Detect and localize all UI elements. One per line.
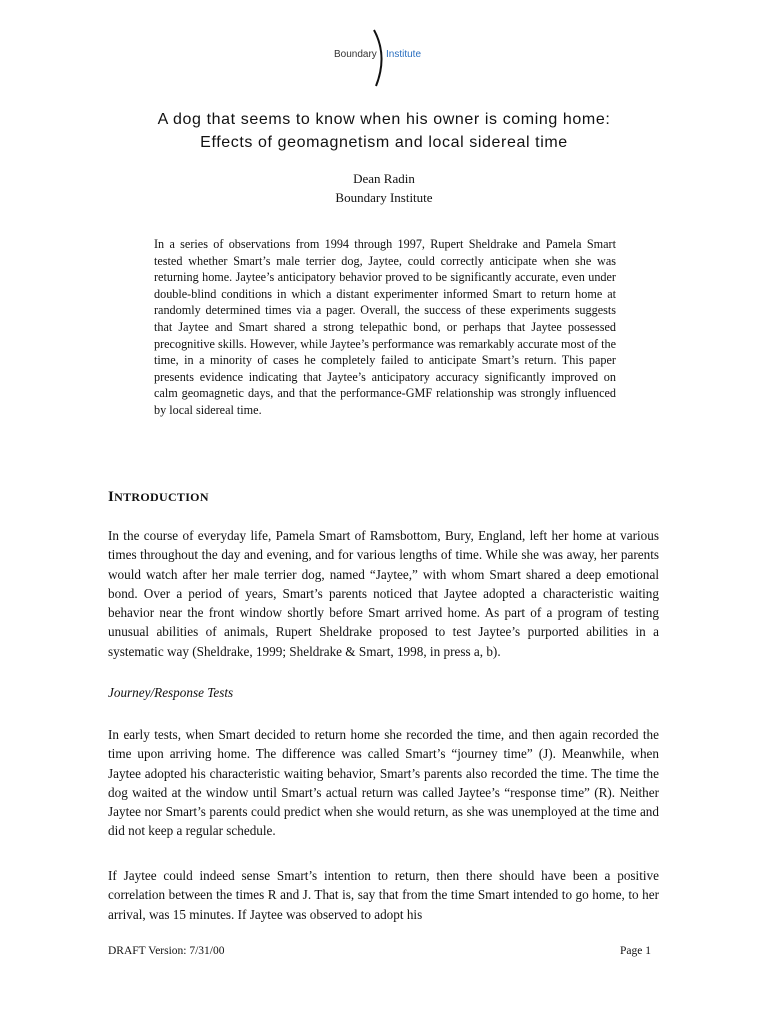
subheading-journey-response: Journey/Response Tests [108, 685, 234, 700]
boundary-institute-logo [330, 28, 440, 88]
heading-rest: NTRODUCTION [114, 490, 209, 504]
body-paragraph-2: In early tests, when Smart decided to return home she recorded the time, and then again recorded the time upon arriving home. The difference was called Smart’s “journey time” (J). Meanwhile, when Jaytee adopted his characteristic waiting behavior, Smart’s parents also recorded the time. The time the dog waited at the window until Smart’s actual return was called Jaytee’s “response time” (R). Neither Jaytee nor Smart’s parents could predict when she would return, as she was unemployed at the time and did not keep a regular schedule. [108, 727, 659, 839]
author-name: Dean Radin [353, 171, 415, 186]
footer-version: DRAFT Version: 7/31/00 [108, 945, 225, 957]
paper-title-line-1: A dog that seems to know when his owner is coming home: [157, 111, 611, 128]
footer-page-number: Page 1 [620, 945, 651, 957]
paper-title-line-2: Effects of geomagnetism and local sidereal time [200, 134, 568, 151]
section-heading-introduction [108, 489, 209, 506]
logo-word-boundary: Boundary [334, 49, 377, 60]
body-paragraph-3: If Jaytee could indeed sense Smart’s intention to return, then there should have been a positive correlation between the times R and J. That is, say that from the time Smart intended to go home, to her arrival, was 15 minutes. If Jaytee was observed to adopt his [108, 868, 659, 922]
heading-first-letter: I [108, 489, 115, 505]
logo-word-institute: Institute [386, 49, 422, 60]
abstract-paragraph: In a series of observations from 1994 through 1997, Rupert Sheldrake and Pamela Smart tested whether Smart’s male terrier dog, Jaytee, could correctly anticipate when she was returning home. Jaytee’s anticipatory behavior proved to be significantly accurate, even under double-blind conditions in which a distant experimenter informed Smart to return home at randomly determined times via a pager. Overall, the success of these experiments suggests that Jaytee and Smart shared a strong telepathic bond, or perhaps that Jaytee possessed precognitive skills. However, while Jaytee’s performance was remarkably accurate most of the time, in a minority of cases he completely failed to anticipate Smart’s return. This paper presents evidence indicating that Jaytee’s anticipatory accuracy significantly improved on calm geomagnetic days, and that the performance-GMF relationship was strongly influenced by local sidereal time. [154, 237, 616, 417]
body-paragraph-1: In the course of everyday life, Pamela Smart of Ramsbottom, Bury, England, left her home at various times throughout the day and evening, and for various lengths of time. While she was away, her parents would watch after her male terrier dog, named “Jaytee,” with whom Smart shared a deep emotional bond. Over a period of years, Smart’s parents noticed that Jaytee adopted a characteristic waiting behavior near the front window shortly before Smart arrived home. As part of a program of testing unusual abilities of animals, Rupert Sheldrake proposed to test Jaytee’s purported abilities in a systematic way (Sheldrake, 1999; Sheldrake & Smart, 1998, in press a, b). [108, 528, 659, 659]
author-affiliation: Boundary Institute [335, 190, 433, 205]
